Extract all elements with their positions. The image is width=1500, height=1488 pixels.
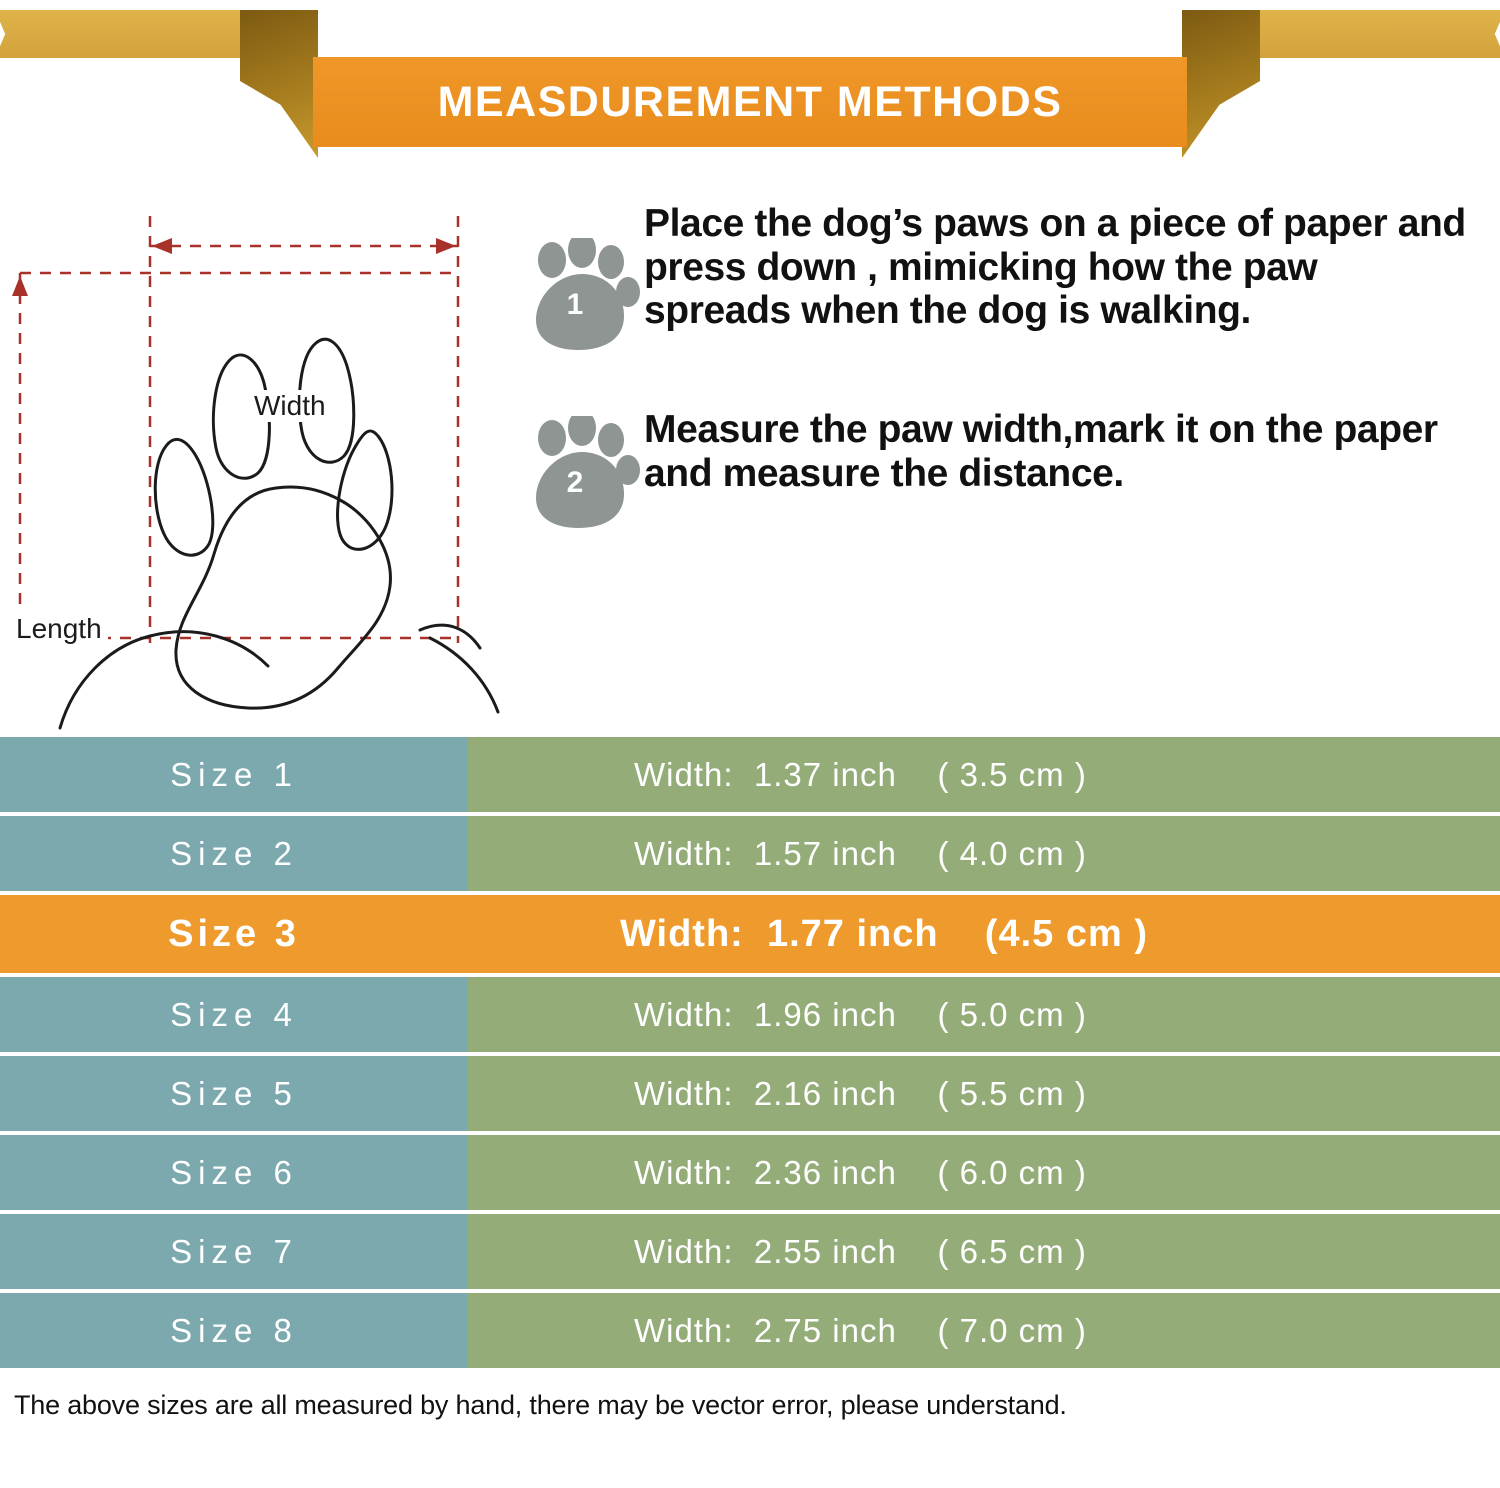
table-row <box>0 737 1500 816</box>
step-1 <box>520 190 1470 356</box>
instructions-section <box>0 168 1500 730</box>
table-row <box>0 1293 1500 1372</box>
table-row <box>0 1214 1500 1293</box>
size-value: Width: 1.96 inch ( 5.0 cm ) <box>468 977 1500 1052</box>
size-label: Size 3 <box>0 895 468 973</box>
table-row <box>0 1135 1500 1214</box>
ribbon-left-tail <box>0 10 250 58</box>
width-label: Width <box>248 390 332 422</box>
table-row <box>0 977 1500 1056</box>
banner-center <box>313 57 1187 147</box>
size-value: Width: 2.16 inch ( 5.5 cm ) <box>468 1056 1500 1131</box>
size-value: Width: 2.55 inch ( 6.5 cm ) <box>468 1214 1500 1289</box>
size-label: Size 5 <box>0 1056 468 1131</box>
paw-print-icon <box>520 238 644 356</box>
table-row-highlighted <box>0 895 1500 977</box>
footnote: The above sizes are all measured by hand, there may be vector error, please understand. <box>14 1390 1067 1420</box>
size-value: Width: 1.77 inch (4.5 cm ) <box>468 895 1500 973</box>
size-table <box>0 734 1500 1372</box>
steps-list <box>520 168 1500 730</box>
size-value: Width: 1.37 inch ( 3.5 cm ) <box>468 737 1500 812</box>
size-label: Size 4 <box>0 977 468 1052</box>
size-label: Size 6 <box>0 1135 468 1210</box>
size-label: Size 7 <box>0 1214 468 1289</box>
paw-measurement-diagram <box>0 168 520 730</box>
size-label: Size 8 <box>0 1293 468 1368</box>
ribbon-right-tail <box>1250 10 1500 58</box>
step-number: 1 <box>566 288 584 321</box>
step-2 <box>520 396 1470 534</box>
size-label: Size 2 <box>0 816 468 891</box>
step-number: 2 <box>566 466 584 499</box>
banner <box>0 0 1500 168</box>
size-value: Width: 1.57 inch ( 4.0 cm ) <box>468 816 1500 891</box>
page-title: MEASDUREMENT METHODS <box>437 77 1063 126</box>
table-row <box>0 1056 1500 1135</box>
paw-outline-icon <box>0 168 520 730</box>
length-label: Length <box>10 613 108 645</box>
size-label: Size 1 <box>0 737 468 812</box>
step-text: Place the dog’s paws on a piece of paper and press down , mimicking how the paw spreads when the dog is walking. <box>644 202 1466 333</box>
size-value: Width: 2.75 inch ( 7.0 cm ) <box>468 1293 1500 1368</box>
paw-print-icon <box>520 416 644 534</box>
ribbon-fold-left <box>240 10 318 158</box>
step-text: Measure the paw width,mark it on the paper and measure the distance. <box>644 408 1438 495</box>
table-row <box>0 816 1500 895</box>
size-value: Width: 2.36 inch ( 6.0 cm ) <box>468 1135 1500 1210</box>
ribbon-fold-right <box>1182 10 1260 158</box>
